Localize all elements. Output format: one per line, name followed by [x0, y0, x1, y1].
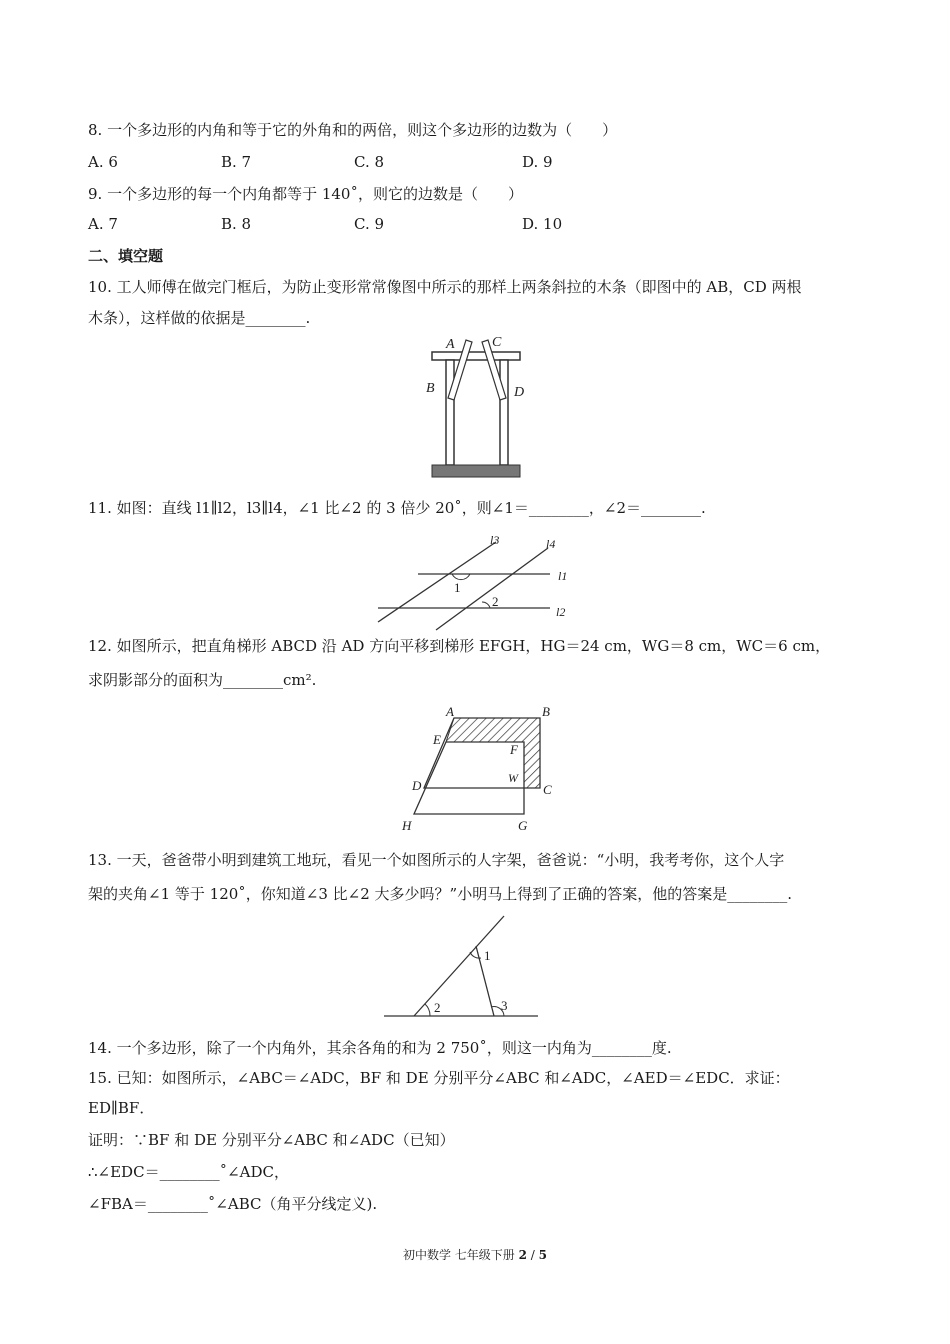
angle-2-arc: [482, 602, 490, 608]
q9-option-c: C. 9: [354, 215, 385, 233]
q9-option-d: D. 10: [522, 215, 563, 233]
q15-proof1: 证明：∵BF 和 DE 分别平分∠ABC 和∠ADC（已知）: [88, 1131, 455, 1149]
q11-label-l3: l3: [490, 533, 500, 547]
line-l3: [378, 542, 496, 622]
q8-stem: 8. 一个多边形的内角和等于它的外角和的两倍，则这个多边形的边数为（ ）: [88, 121, 618, 139]
q15-line2: ED∥BF．: [88, 1099, 155, 1117]
angle-2-arc: [425, 1004, 430, 1016]
q12-line1: 12. 如图所示，把直角梯形 ABCD 沿 AD 方向平移到梯形 EFGH，HG＝24 cm，WG＝8 cm，WC＝6 cm，: [88, 637, 831, 655]
q11-label-l4: l4: [546, 537, 556, 551]
q10-label-a: A: [446, 337, 455, 352]
q10-label-d: D: [514, 385, 525, 400]
q12-label-h: H: [402, 818, 412, 833]
q11-label-l1: l1: [558, 569, 568, 583]
q12-label-f: F: [510, 742, 518, 757]
q12-line2: 求阴影部分的面积为________cm².: [88, 671, 317, 689]
q10-door-frame-figure: [420, 330, 530, 480]
q13-a-frame-figure: [384, 914, 544, 1024]
footer-page-total: 5: [538, 1248, 548, 1262]
footer-page-number: 2: [518, 1248, 527, 1262]
shaded-region: [446, 718, 540, 788]
door-right-post: [500, 360, 508, 465]
q13-label-angle3: 3: [501, 998, 508, 1013]
q11-label-angle2: 2: [492, 594, 499, 609]
q9-option-b: B. 8: [221, 215, 252, 233]
page-footer: [0, 1246, 950, 1263]
door-base: [432, 465, 520, 477]
q13-line1: 13. 一天，爸爸带小明到建筑工地玩，看见一个如图所示的人字架，爸爸说：“小明，我考考你，这个人字: [88, 851, 785, 869]
q12-label-d: D: [412, 778, 422, 793]
section-heading: 二、填空题: [88, 247, 164, 265]
footer-text: 初中数学 七年级下册: [402, 1248, 515, 1262]
q8-option-b: B. 7: [221, 153, 252, 171]
q15-proof3: ∠FBA＝________˚∠ABC（角平分线定义).: [88, 1195, 378, 1213]
footer-separator: /: [530, 1248, 535, 1262]
door-left-post: [446, 360, 454, 465]
q10-label-b: B: [426, 381, 435, 396]
q15-line1: 15. 已知：如图所示，∠ABC＝∠ADC，BF 和 DE 分别平分∠ABC 和∠ADC，∠AED＝∠EDC．求证：: [88, 1069, 790, 1087]
q12-label-g: G: [518, 818, 528, 833]
q10-line2: 木条），这样做的依据是________.: [88, 309, 311, 327]
line-l4: [436, 548, 548, 630]
q12-label-e: E: [433, 732, 441, 747]
q10-line1: 10. 工人师傅在做完门框后，为防止变形常常像图中所示的那样上两条斜拉的木条（即图中的 AB，CD 两根: [88, 278, 802, 296]
q15-proof2: ∴∠EDC＝________˚∠ADC，: [88, 1163, 289, 1181]
q11-parallel-lines-figure: [378, 533, 578, 636]
q12-label-b: B: [542, 704, 550, 719]
angle-1-arc: [452, 574, 470, 580]
q12-trapezoid-figure: [400, 702, 570, 837]
door-top-beam: [432, 352, 520, 360]
q9-stem: 9. 一个多边形的每一个内角都等于 140˚，则它的边数是（ ）: [88, 185, 523, 203]
q12-label-a: A: [446, 704, 454, 719]
q12-label-c: C: [543, 782, 552, 797]
q8-option-d: D. 9: [522, 153, 553, 171]
q8-option-a: A. 6: [88, 153, 118, 171]
q12-label-w: W: [508, 771, 518, 785]
q9-option-a: A. 7: [88, 215, 118, 233]
q13-label-angle1: 1: [484, 948, 491, 963]
q8-option-c: C. 8: [354, 153, 385, 171]
q14-line1: 14. 一个多边形，除了一个内角外，其余各角的和为 2 750˚，则这一内角为________度.: [88, 1039, 672, 1057]
q10-label-c: C: [492, 335, 502, 350]
q11-label-angle1: 1: [454, 580, 461, 595]
q11-line1: 11. 如图：直线 l1∥l2，l3∥l4，∠1 比∠2 的 3 倍少 20˚，则∠1＝________，∠2＝________.: [88, 499, 706, 517]
q13-label-angle2: 2: [434, 1000, 441, 1015]
q11-label-l2: l2: [556, 605, 566, 619]
q13-line2: 架的夹角∠1 等于 120˚，你知道∠3 比∠2 大多少吗？”小明马上得到了正确的答案，他的答案是________.: [88, 885, 792, 903]
